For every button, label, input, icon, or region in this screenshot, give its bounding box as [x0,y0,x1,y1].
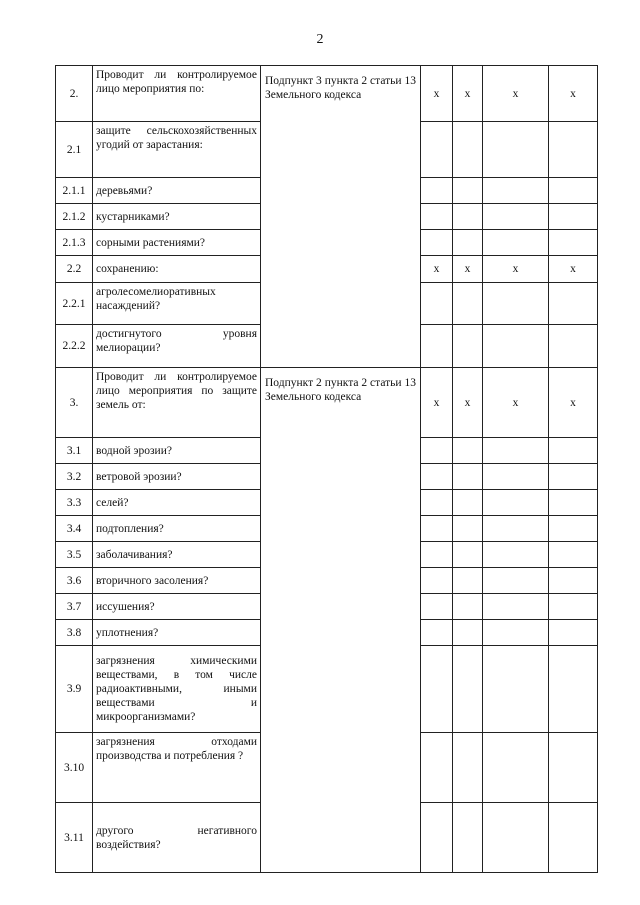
item-number: 2.1.1 [56,178,93,204]
answer-note-cell: х [549,256,598,283]
answer-yes-cell[interactable] [421,568,453,594]
answer-note-cell[interactable] [549,464,598,490]
answer-note-cell[interactable] [549,438,598,464]
answer-yes-cell[interactable] [421,178,453,204]
item-number: 3.3 [56,490,93,516]
answer-not-applicable-cell[interactable] [483,646,549,733]
item-number: 2. [56,66,93,122]
answer-note-cell[interactable] [549,594,598,620]
answer-yes-cell: х [421,256,453,283]
answer-no-cell: х [453,256,483,283]
item-number: 2.2.2 [56,325,93,368]
item-number: 3.7 [56,594,93,620]
item-number: 3.2 [56,464,93,490]
question-cell: деревьями? [93,178,261,204]
answer-yes-cell[interactable] [421,438,453,464]
answer-no-cell[interactable] [453,204,483,230]
answer-no-cell[interactable] [453,438,483,464]
question-cell: сохранению: [93,256,261,283]
answer-not-applicable-cell[interactable] [483,204,549,230]
question-cell: Проводит ли контролируемое лицо мероприятия по защите земель от: [93,368,261,438]
answer-no-cell[interactable] [453,178,483,204]
question-cell: сорными растениями? [93,230,261,256]
item-number: 2.2 [56,256,93,283]
answer-no-cell[interactable] [453,490,483,516]
answer-not-applicable-cell[interactable] [483,594,549,620]
question-cell: заболачивания? [93,542,261,568]
answer-not-applicable-cell: х [483,66,549,122]
item-number: 3.6 [56,568,93,594]
question-cell: подтопления? [93,516,261,542]
answer-yes-cell: х [421,368,453,438]
answer-not-applicable-cell[interactable] [483,464,549,490]
answer-not-applicable-cell[interactable] [483,122,549,178]
item-number: 3.11 [56,803,93,873]
answer-note-cell[interactable] [549,620,598,646]
answer-not-applicable-cell[interactable] [483,542,549,568]
answer-no-cell[interactable] [453,230,483,256]
answer-no-cell[interactable] [453,594,483,620]
answer-note-cell: х [549,66,598,122]
answer-yes-cell: х [421,66,453,122]
item-number: 2.1.3 [56,230,93,256]
page-number: 2 [316,32,324,47]
answer-no-cell[interactable] [453,646,483,733]
answer-note-cell[interactable] [549,733,598,803]
answer-no-cell[interactable] [453,283,483,325]
item-number: 3.1 [56,438,93,464]
answer-note-cell[interactable] [549,490,598,516]
answer-yes-cell[interactable] [421,542,453,568]
item-number: 2.1 [56,122,93,178]
answer-yes-cell[interactable] [421,646,453,733]
answer-no-cell: х [453,66,483,122]
answer-not-applicable-cell[interactable] [483,283,549,325]
item-number: 3.10 [56,733,93,803]
item-number: 2.2.1 [56,283,93,325]
answer-note-cell[interactable] [549,122,598,178]
question-cell: Проводит ли контролируемое лицо мероприятия по: [93,66,261,122]
answer-yes-cell[interactable] [421,490,453,516]
answer-note-cell[interactable] [549,204,598,230]
answer-not-applicable-cell[interactable] [483,733,549,803]
answer-yes-cell[interactable] [421,516,453,542]
answer-note-cell[interactable] [549,646,598,733]
table-row [56,368,598,438]
item-number: 2.1.2 [56,204,93,230]
question-cell: достигнутого уровня мелиорации? [93,325,261,368]
answer-yes-cell[interactable] [421,230,453,256]
question-cell: защите сельскохозяйственных угодий от зарастания: [93,122,261,178]
question-cell: кустарниками? [93,204,261,230]
legal-reference-cell: Подпункт 3 пункта 2 статьи 13 Земельного кодекса [261,66,421,368]
answer-note-cell[interactable] [549,568,598,594]
answer-not-applicable-cell[interactable] [483,803,549,873]
table-row [56,66,598,122]
answer-no-cell[interactable] [453,620,483,646]
answer-no-cell: х [453,368,483,438]
question-cell: селей? [93,490,261,516]
question-cell: другого негативного воздействия? [93,803,261,873]
answer-yes-cell[interactable] [421,594,453,620]
answer-note-cell[interactable] [549,325,598,368]
question-cell: водной эрозии? [93,438,261,464]
answer-no-cell[interactable] [453,516,483,542]
answer-not-applicable-cell[interactable] [483,620,549,646]
answer-yes-cell[interactable] [421,204,453,230]
answer-not-applicable-cell[interactable] [483,325,549,368]
answer-yes-cell[interactable] [421,122,453,178]
answer-note-cell[interactable] [549,542,598,568]
item-number: 3.9 [56,646,93,733]
answer-yes-cell[interactable] [421,733,453,803]
item-number: 3.5 [56,542,93,568]
question-cell: агролесомелиоративных насаждений? [93,283,261,325]
item-number: 3. [56,368,93,438]
answer-not-applicable-cell: х [483,368,549,438]
answer-not-applicable-cell[interactable] [483,230,549,256]
answer-note-cell[interactable] [549,283,598,325]
answer-no-cell[interactable] [453,122,483,178]
answer-not-applicable-cell: х [483,256,549,283]
checklist-table [55,65,598,873]
question-cell: уплотнения? [93,620,261,646]
question-cell: вторичного засоления? [93,568,261,594]
answer-note-cell[interactable] [549,178,598,204]
answer-no-cell[interactable] [453,542,483,568]
item-number: 3.4 [56,516,93,542]
answer-not-applicable-cell[interactable] [483,568,549,594]
answer-note-cell[interactable] [549,803,598,873]
answer-yes-cell[interactable] [421,803,453,873]
question-cell: ветровой эрозии? [93,464,261,490]
answer-no-cell[interactable] [453,325,483,368]
legal-reference-cell: Подпункт 2 пункта 2 статьи 13 Земельного кодекса [261,368,421,873]
answer-not-applicable-cell[interactable] [483,516,549,542]
answer-no-cell[interactable] [453,568,483,594]
answer-yes-cell[interactable] [421,283,453,325]
answer-yes-cell[interactable] [421,620,453,646]
answer-note-cell[interactable] [549,230,598,256]
question-cell: иссушения? [93,594,261,620]
answer-no-cell[interactable] [453,464,483,490]
item-number: 3.8 [56,620,93,646]
answer-not-applicable-cell[interactable] [483,490,549,516]
answer-yes-cell[interactable] [421,464,453,490]
answer-not-applicable-cell[interactable] [483,178,549,204]
answer-note-cell: х [549,368,598,438]
answer-no-cell[interactable] [453,803,483,873]
answer-no-cell[interactable] [453,733,483,803]
answer-note-cell[interactable] [549,516,598,542]
question-cell: загрязнения отходами производства и потребления ? [93,733,261,803]
question-cell: загрязнения химическими веществами, в том числе радиоактивными, иными веществами и микроорганизмами? [93,646,261,733]
answer-yes-cell[interactable] [421,325,453,368]
answer-not-applicable-cell[interactable] [483,438,549,464]
